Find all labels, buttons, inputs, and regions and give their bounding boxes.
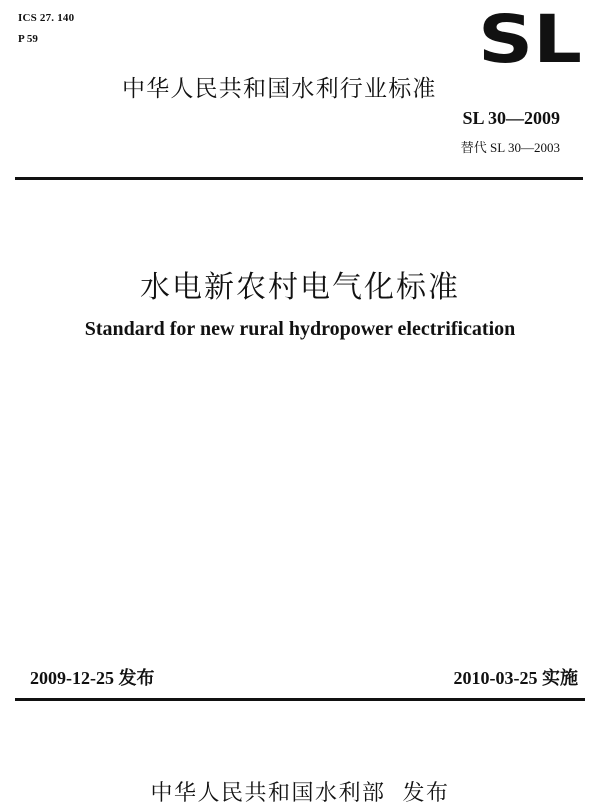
standard-number: SL 30—2009 <box>462 108 560 128</box>
standard-category: 中华人民共和国水利行业标准 <box>122 76 437 102</box>
sl-logo <box>478 6 582 68</box>
issue-date: 2009-12-25 发布 <box>30 668 155 688</box>
top-divider <box>15 177 583 180</box>
bottom-divider <box>15 698 585 701</box>
ics-code: ICS 27. 140 <box>18 12 75 24</box>
ccs-code: P 59 <box>18 33 38 45</box>
title-chinese: 水电新农村电气化标准 <box>140 270 460 305</box>
replaces-note: 替代 SL 30—2003 <box>460 140 560 155</box>
sl-logo-text: SL <box>478 6 582 68</box>
implementation-date: 2010-03-25 实施 <box>453 668 578 688</box>
issuer: 中华人民共和国水利部 发布 <box>150 781 450 806</box>
title-english: Standard for new rural hydropower electrification <box>84 318 516 340</box>
